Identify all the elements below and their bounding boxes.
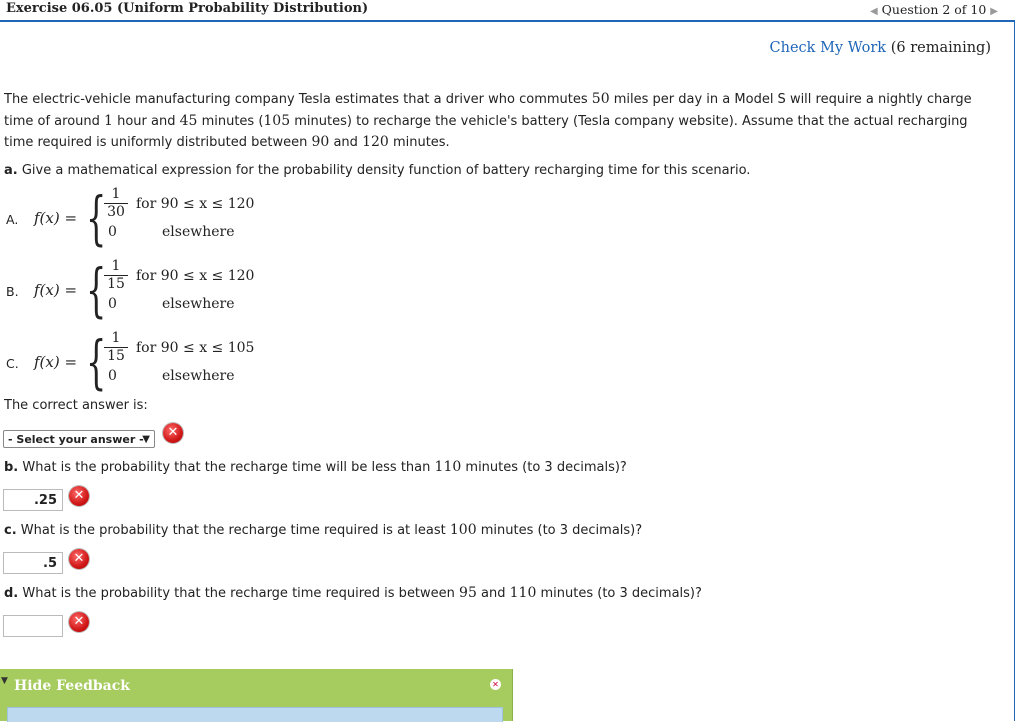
option-c: C. f(x) = { $\frac{1}{15}$ 0 for 90 ≤ x ≤ 105 elsewhere (6, 328, 255, 396)
correct-answer-label: The correct answer is: (4, 398, 148, 413)
top-bar (0, 0, 1014, 22)
incorrect-icon: ✕ (163, 423, 183, 443)
brace-icon: { (86, 184, 107, 252)
fraction: $\frac{1}{15}$ (104, 258, 128, 293)
brace-icon: { (86, 256, 107, 324)
incorrect-icon: ✕ (69, 612, 89, 632)
hide-feedback-toggle[interactable]: Hide Feedback (14, 678, 130, 694)
part-d-question: d. What is the probability that the recharge time required is between 95 and 110 minutes (to 3 decimals)? (4, 585, 702, 601)
question-nav[interactable] (870, 2, 998, 17)
check-my-work-link[interactable]: Check My Work (769, 40, 887, 56)
remaining-count: (6 remaining) (890, 40, 991, 56)
part-c-answer-input[interactable]: .5 (3, 552, 63, 574)
right-border (1014, 20, 1015, 721)
fraction: $\frac{1}{15}$ (104, 330, 128, 365)
part-b-answer-input[interactable]: .25 (3, 489, 63, 511)
problem-statement: The electric-vehicle manufacturing company Tesla estimates that a driver who commutes 50 miles per day in a Model S will require a nightly charge time of around 1 hour and 45 minutes (105 minutes) to recharge the vehicle's battery (Tesla company website). Assume that the actual recharging time required is uniformly distributed between 90 and 120 minutes. (4, 91, 972, 150)
close-icon[interactable]: ✕ (490, 679, 501, 690)
collapse-arrow-icon[interactable]: ▼ (1, 676, 8, 686)
feedback-panel (0, 669, 513, 721)
incorrect-icon: ✕ (69, 549, 89, 569)
exercise-title: Exercise 06.05 (Uniform Probability Distribution) (6, 1, 369, 16)
part-d-answer-input[interactable] (3, 615, 63, 637)
question-counter: Question 2 of 10 (881, 2, 987, 17)
answer-select[interactable]: - Select your answer - ▼ (3, 430, 155, 448)
option-a: A. f(x) = { $\frac{1}{30}$ 0 for 90 ≤ x ≤ 120 elsewhere (6, 184, 255, 252)
part-c-question: c. What is the probability that the recharge time required is at least 100 minutes (to 3 decimals)? (4, 522, 643, 538)
fraction: $\frac{1}{30}$ (104, 186, 128, 221)
next-question-icon[interactable]: ▶ (990, 6, 998, 17)
option-b: B. f(x) = { $\frac{1}{15}$ 0 for 90 ≤ x ≤ 120 elsewhere (6, 256, 255, 324)
prev-question-icon[interactable]: ◀ (869, 6, 878, 17)
incorrect-icon: ✕ (69, 486, 89, 506)
feedback-body (7, 707, 503, 722)
brace-icon: { (86, 328, 107, 396)
check-my-work (770, 40, 991, 56)
part-b-question: b. What is the probability that the recharge time will be less than 110 minutes (to 3 decimals)? (4, 459, 627, 475)
chevron-down-icon: ▼ (142, 434, 150, 445)
part-a-question: a. Give a mathematical expression for the probability density function of battery recharging time for this scenario. (4, 163, 751, 178)
